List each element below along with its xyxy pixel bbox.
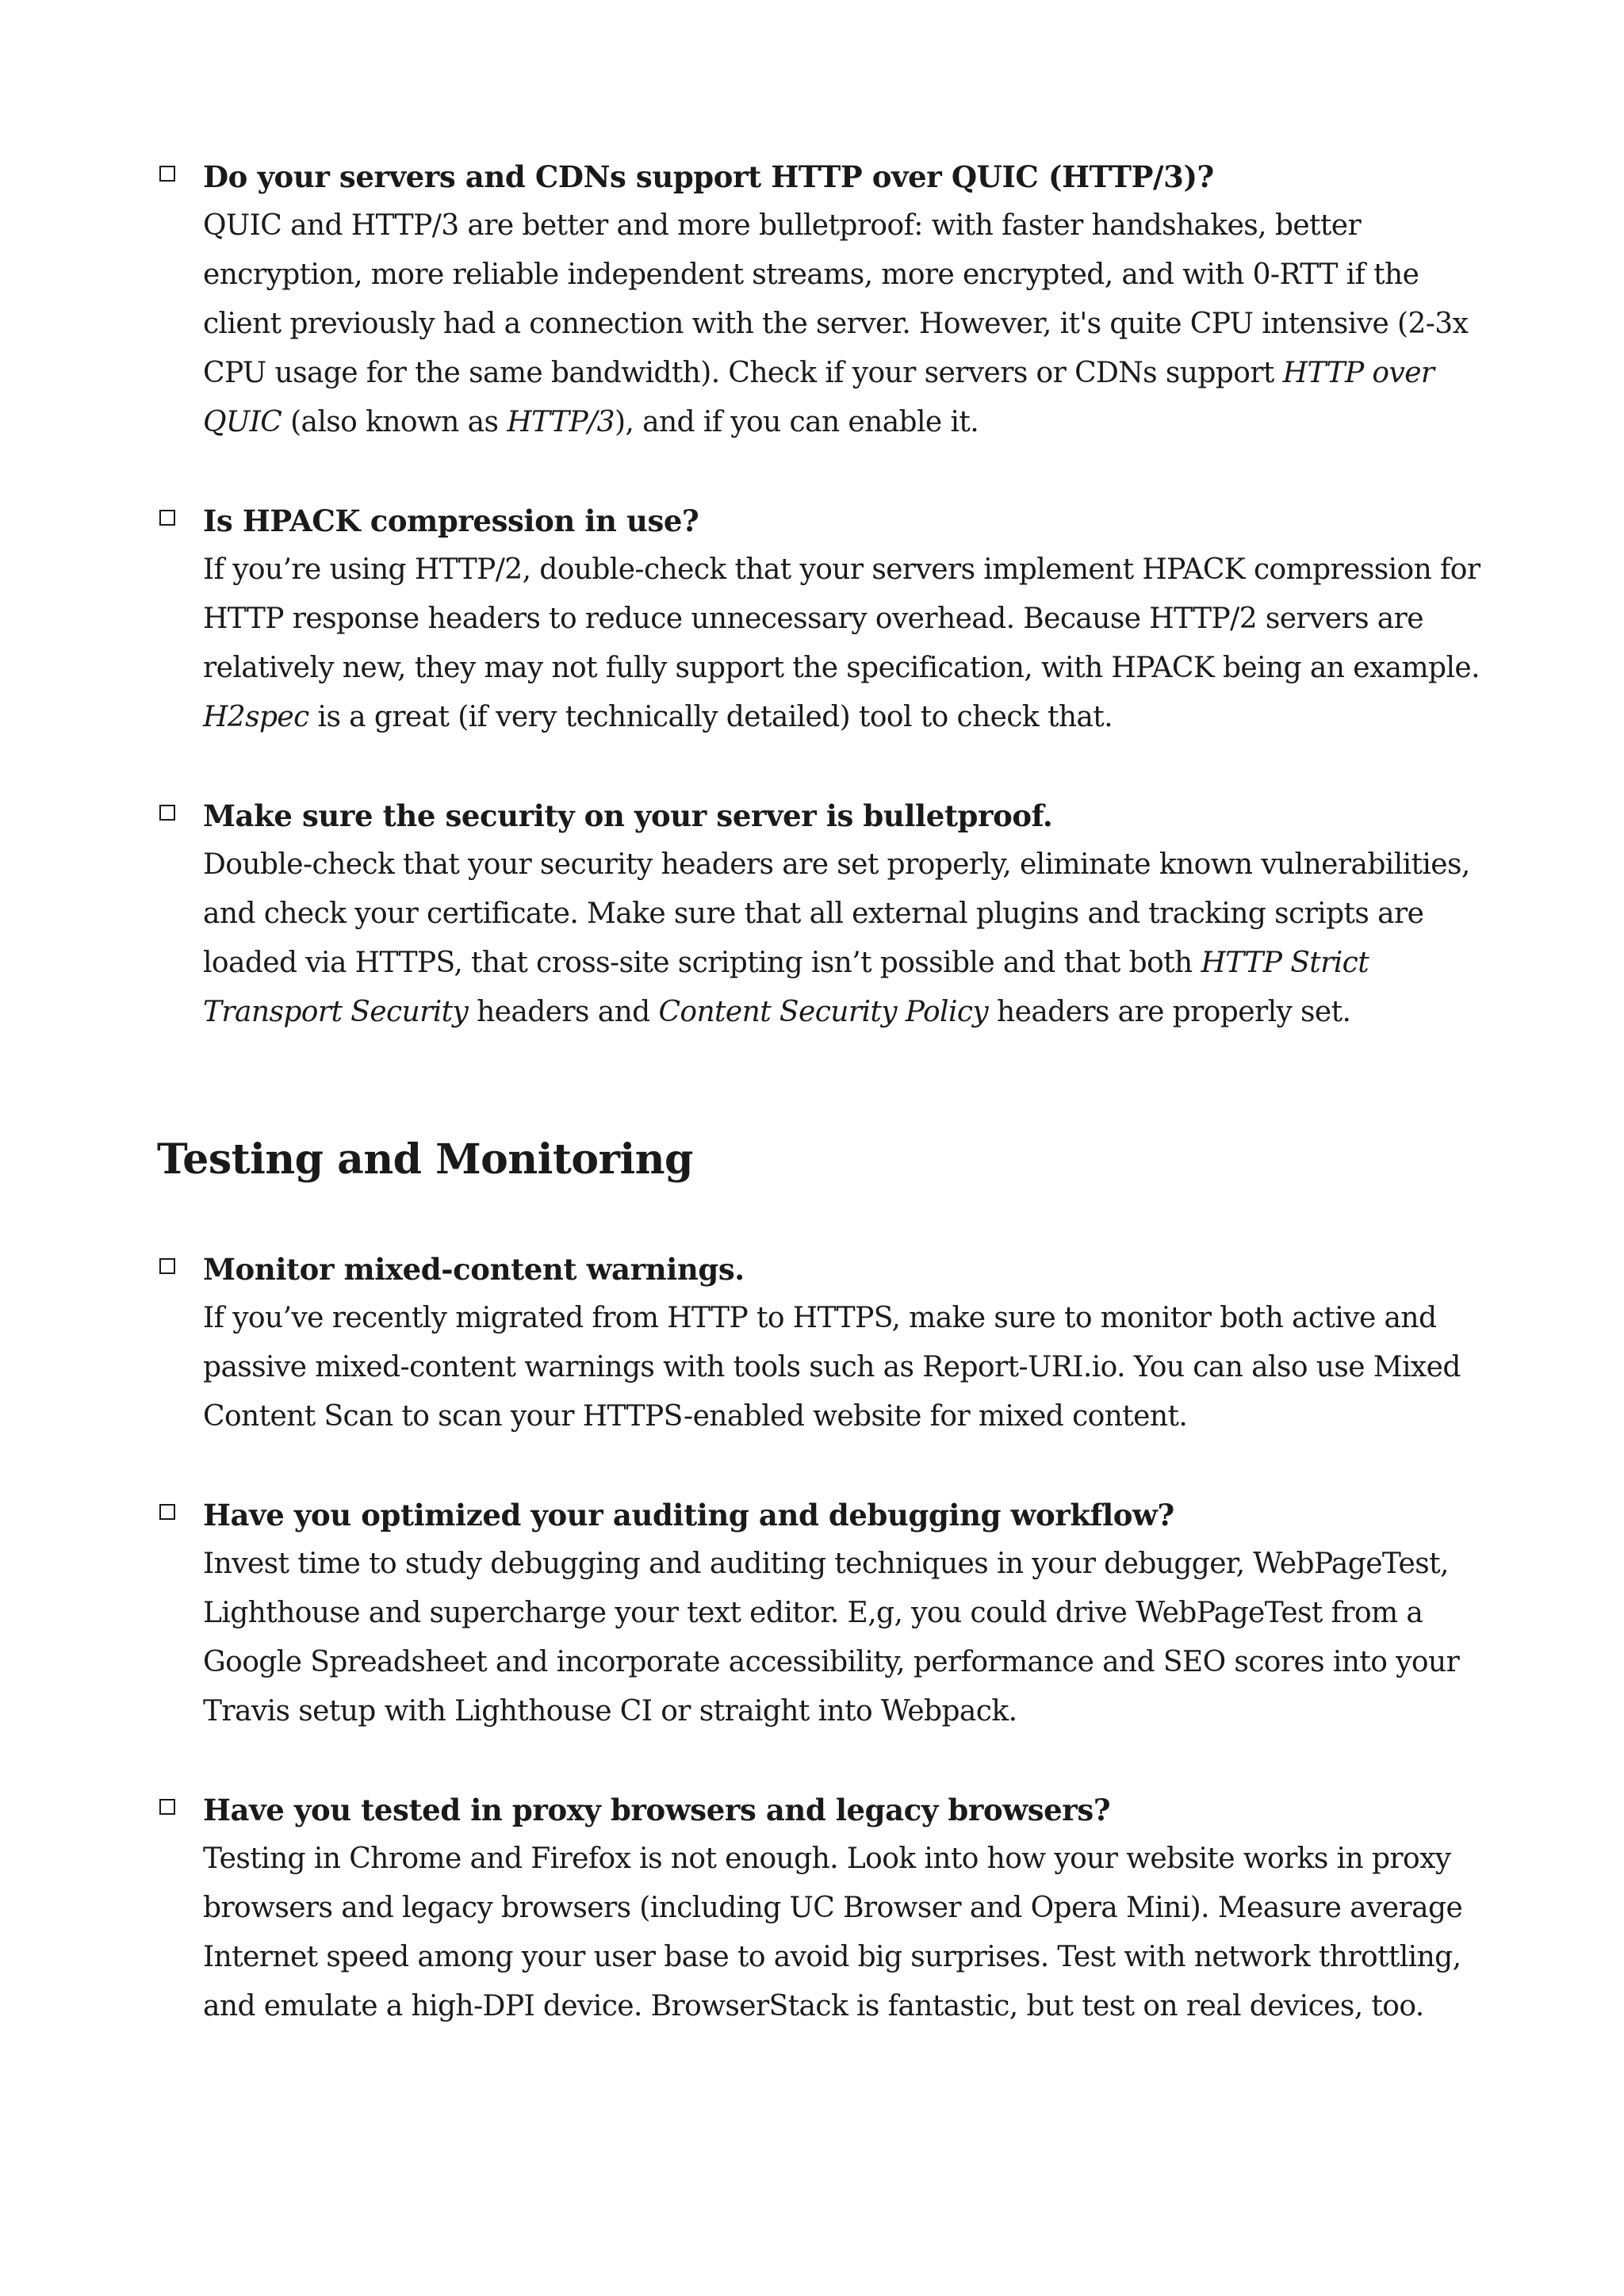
checklist-item-title: Make sure the security on your server is bulletproof. [203, 798, 1053, 833]
checklist-item-body: Testing in Chrome and Firefox is not enough. Look into how your website works in proxy browsers and legacy browsers (including UC Browser and Opera Mini). Measure average Internet speed among your user base to avoid big surprises. Test with network throttling, and emulate a high-DPI device. BrowserStack is fantastic, but test on real devices, too. [203, 1843, 1463, 2022]
checklist-item-title: Do your servers and CDNs support HTTP over QUIC (HTTP/3)? [203, 159, 1214, 194]
checklist-item [157, 1245, 1489, 1441]
checkbox-icon[interactable] [159, 1504, 175, 1520]
checklist-item-body: Double-check that your security headers are set properly, eliminate known vulnerabilities, and check your certificate. Make sure that all external plugins and tracking scripts are loaded via HTTPS, that cross-site scripting isn’t possible and that both HTTP Strict Transport Security headers and Content Security Policy headers are properly set. [203, 848, 1470, 1028]
checklist-item-body: If you’ve recently migrated from HTTP to HTTPS, make sure to monitor both active and passive mixed-content warnings with tools such as Report-URI.io. You can also use Mixed Content Scan to scan your HTTPS-enabled website for mixed content. [203, 1302, 1461, 1433]
checklist-item-body: QUIC and HTTP/3 are better and more bulletproof: with faster handshakes, better encryption, more reliable independent streams, more encrypted, and with 0-RTT if the client previously had a connection with the server. However, it's quite CPU intensive (2-3x CPU usage for the same bandwidth). Check if your servers or CDNs support HTTP over QUIC (also known as HTTP/3), and if you can enable it. [203, 209, 1469, 438]
checkbox-icon[interactable] [159, 166, 175, 182]
testing-checklist [157, 1245, 1489, 2080]
emphasized-term: HTTP over QUIC [203, 357, 1434, 438]
checkbox-icon[interactable] [159, 510, 175, 526]
checklist-item-body: If you’re using HTTP/2, double-check that your servers implement HPACK compression for HTTP response headers to reduce unnecessary overhead. Because HTTP/2 servers are relatively new, they may not fully support the specification, with HPACK being an example. H2spec is a great (if very technically detailed) tool to check that. [203, 553, 1480, 733]
checklist-item-title: Have you tested in proxy browsers and legacy browsers? [203, 1793, 1111, 1827]
section-heading: Testing and Monitoring [157, 1135, 693, 1184]
emphasized-term: HTTP/3 [507, 406, 615, 438]
checkbox-icon[interactable] [159, 1799, 175, 1815]
checklist-item [157, 1490, 1489, 1736]
checklist-item-title: Is HPACK compression in use? [203, 503, 699, 538]
checklist-item-title: Have you optimized your auditing and debugging workflow? [203, 1498, 1174, 1533]
checklist-item [157, 1785, 1489, 2031]
emphasized-term: Content Security Policy [658, 996, 989, 1028]
checklist-item-title: Monitor mixed-content warnings. [203, 1252, 745, 1287]
emphasized-term: H2spec [203, 701, 309, 733]
emphasized-term: HTTP Strict Transport Security [203, 947, 1369, 1028]
checklist-item [157, 496, 1489, 742]
checklist-item-body: Invest time to study debugging and auditing techniques in your debugger, WebPageTest, Lighthouse and supercharge your text editor. E,g, you could drive WebPageTest from a Google Spreadsheet and incorporate accessibility, performance and SEO scores into your Travis setup with Lighthouse CI or straight into Webpack. [203, 1548, 1460, 1728]
checklist-item [157, 791, 1489, 1037]
checklist-item [157, 152, 1489, 447]
checkbox-icon[interactable] [159, 1258, 175, 1274]
security-checklist [157, 152, 1489, 1086]
checkbox-icon[interactable] [159, 805, 175, 821]
